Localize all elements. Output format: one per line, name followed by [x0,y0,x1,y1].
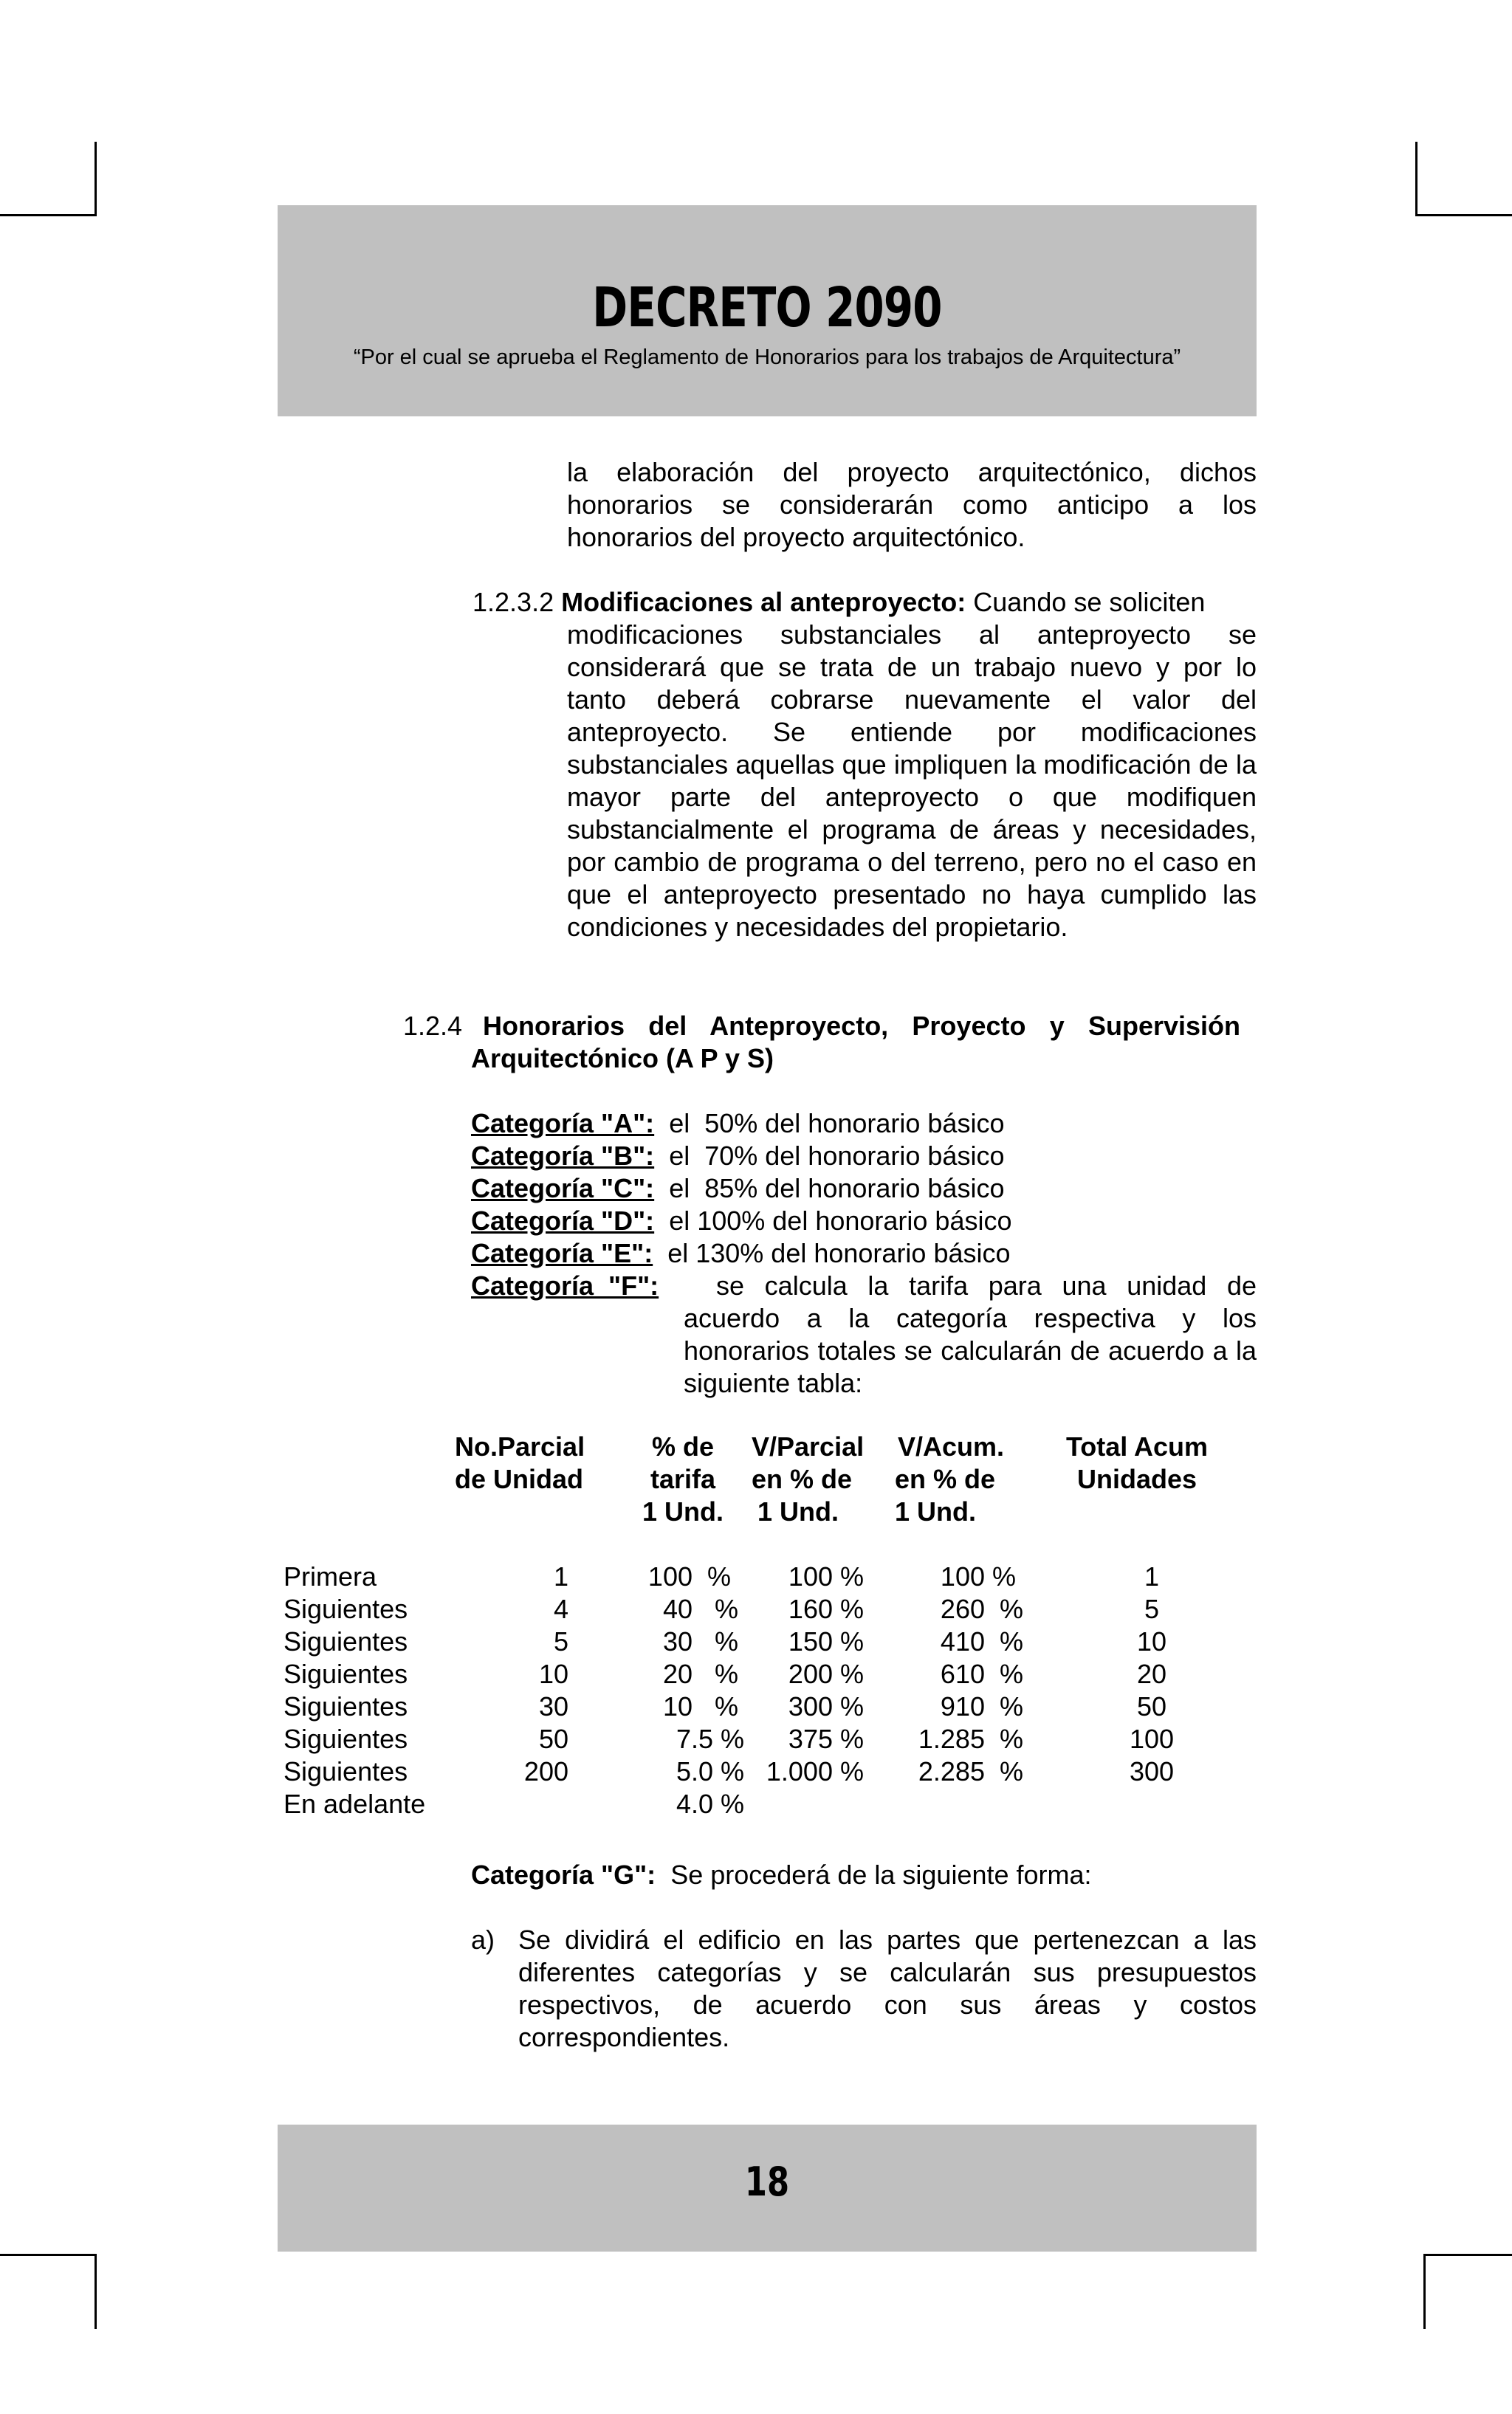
row-vparcial: 1.000 % [766,1756,864,1787]
row-vparcial: 375 % [788,1724,864,1754]
row-parcial: 1 [553,1561,568,1592]
category-a-label: Categoría "A": [471,1108,655,1138]
row-tarifa: 30 % [662,1626,738,1657]
row-tarifa: 5.0 % [676,1756,744,1787]
row-tarifa: 4.0 % [676,1789,744,1819]
row-vacum: 100 % [940,1561,1016,1592]
item-a-marker: a) [471,1925,495,1955]
category-b [471,1140,1004,1172]
category-c-label: Categoría "C": [471,1173,655,1203]
table-header-parcial-1: No.Parcial [455,1431,585,1462]
row-label: Primera [284,1561,377,1592]
row-total: 1 [1144,1561,1160,1592]
table-header-vacum-1: V/Acum. [898,1431,1005,1462]
crop-mark-bottom-right-v [1423,2254,1426,2329]
table-header-vacum-3: 1 Und. [895,1496,977,1527]
page-number: 18 [744,2159,790,2205]
footer-band [278,2125,1257,2252]
table-header-total-2: Unidades [1076,1464,1197,1494]
section-124-heading-line2: Arquitectónico (A P y S) [471,1043,774,1073]
category-d-text: el 100% del honorario básico [669,1206,1012,1236]
row-parcial: 10 [538,1659,568,1689]
section-1232-first-line-text: Cuando se soliciten [973,587,1206,617]
category-f-text: se calcula la tarifa para una unidad de acuerdo a la categoría respectiva y los honorarios totales se calcularán de acuerdo a la siguiente tabla: [684,1270,1257,1398]
row-parcial: 4 [553,1594,568,1624]
category-d [471,1205,1012,1237]
crop-mark-top-right-h [1415,214,1512,216]
row-vacum: 610 % [940,1659,1023,1689]
category-e [471,1237,1011,1270]
table-header-vparcial-3: 1 Und. [757,1496,839,1527]
table-header-vparcial-1: V/Parcial [752,1431,865,1462]
section-1232-number: 1.2.3.2 [472,587,554,617]
section-124-number: 1.2.4 [403,1011,463,1041]
table-header-total-1: Total Acum [1065,1431,1208,1462]
row-label: Siguientes [284,1626,408,1657]
intro-paragraph: la elaboración del proyecto arquitectónico, dichos honorarios se considerarán como anticipo a los honorarios del proyecto arquitectónico. [567,457,1257,552]
row-total: 100 [1129,1724,1175,1754]
section-1232-first-line [472,586,1257,619]
category-f-label: Categoría "F": [471,1270,659,1301]
category-g-label: Categoría "G": [471,1860,656,1890]
row-label: Siguientes [284,1691,408,1722]
row-vacum: 1.285 % [918,1724,1023,1754]
row-tarifa: 100 % [647,1561,731,1592]
row-vparcial: 300 % [788,1691,864,1722]
row-tarifa: 10 % [662,1691,738,1722]
table-header-parcial-2: de Unidad [455,1464,584,1494]
row-label: En adelante [284,1789,426,1819]
crop-mark-bottom-left-h [0,2254,97,2256]
row-total: 50 [1136,1691,1167,1722]
row-parcial: 50 [538,1724,568,1754]
crop-mark-bottom-right-h [1423,2254,1512,2256]
row-vparcial: 100 % [788,1561,864,1592]
table-header-vparcial-2: en % de [752,1464,853,1494]
row-tarifa: 7.5 % [676,1724,744,1754]
row-total: 10 [1136,1626,1167,1657]
row-vacum: 2.285 % [918,1756,1023,1787]
section-124-heading-line1: Honorarios del Anteproyecto, Proyecto y Supervisión [483,1011,1240,1041]
crop-mark-top-left-v [94,142,97,216]
row-parcial: 30 [538,1691,568,1722]
category-d-label: Categoría "D": [471,1206,655,1236]
row-vparcial: 150 % [788,1626,864,1657]
row-label: Siguientes [284,1594,408,1624]
category-e-label: Categoría "E": [471,1238,653,1268]
table-header-tarifa-1: % de [651,1431,715,1462]
table-header-tarifa-2: tarifa [650,1464,716,1494]
row-vacum: 410 % [940,1626,1023,1657]
row-total: 5 [1144,1594,1160,1624]
header-band [278,205,1257,416]
row-vparcial: 200 % [788,1659,864,1689]
table-header-vacum-2: en % de [895,1464,996,1494]
section-1232-heading: Modificaciones al anteproyecto: [561,587,966,617]
crop-mark-top-right-v [1415,142,1418,216]
crop-mark-top-left-h [0,214,97,216]
row-tarifa: 20 % [662,1659,738,1689]
document-title: DECRETO 2090 [592,276,942,340]
row-label: Siguientes [284,1724,408,1754]
category-a-text: el 50% del honorario básico [669,1108,1005,1138]
row-vparcial: 160 % [788,1594,864,1624]
category-g [471,1859,1092,1891]
row-parcial: 200 [523,1756,568,1787]
category-b-label: Categoría "B": [471,1141,655,1171]
crop-mark-bottom-left-v [94,2254,97,2329]
section-1232-body: modificaciones substanciales al anteproyecto se considerará que se trata de un trabajo nuevo y por lo tanto deberá cobrarse nuevamente el valor del anteproyecto. Se entiende por modificaciones substanciales aquellas que impliquen la modificación de la mayor parte del anteproyecto o que modifiquen substancialmente el programa de áreas y necesidades, por cambio de programa o del terreno, pero no el caso en que el anteproyecto presentado no haya cumplido las condiciones y necesidades del propietario. [567,619,1257,942]
row-tarifa: 40 % [662,1594,738,1624]
category-c-text: el 85% del honorario básico [669,1173,1005,1203]
item-a-text: Se dividirá el edificio en las partes que pertenezcan a las diferentes categorías y se calcularán sus presupuestos respectivos, de acuerdo con sus áreas y costos correspondientes. [518,1925,1257,2052]
row-total: 20 [1136,1659,1167,1689]
row-vacum: 260 % [940,1594,1023,1624]
row-label: Siguientes [284,1659,408,1689]
category-e-text: el 130% del honorario básico [667,1238,1011,1268]
row-label: Siguientes [284,1756,408,1787]
table-header-tarifa-3: 1 Und. [642,1496,724,1527]
category-c [471,1172,1004,1205]
document-subtitle: “Por el cual se aprueba el Reglamento de Honorarios para los trabajos de Arquitectura” [353,345,1181,369]
category-b-text: el 70% del honorario básico [669,1141,1005,1171]
row-total: 300 [1129,1756,1175,1787]
category-g-text: Se procederá de la siguiente forma: [670,1860,1092,1890]
row-parcial: 5 [553,1626,568,1657]
category-a [471,1107,1004,1140]
row-vacum: 910 % [940,1691,1023,1722]
